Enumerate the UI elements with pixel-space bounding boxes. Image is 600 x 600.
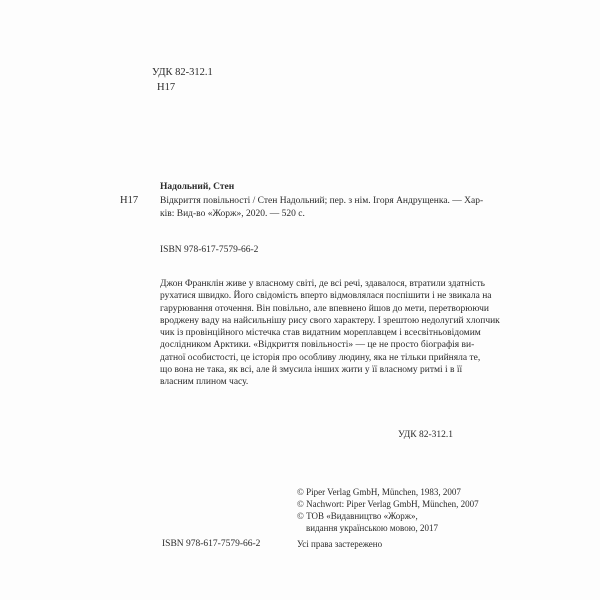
copyright-line-2: © Nachwort: Piper Verlag GmbH, München, 2007 — [297, 499, 479, 509]
abstract-line: рухатися швидко. Його свідомість вперто відмовлялася поспішити і не звикала на — [160, 291, 492, 302]
isbn-top: ISBN 978-617-7579-66-2 — [160, 245, 259, 255]
biblio-line-1: Відкриття повільності / Стен Надольний; пер. з нім. Ігоря Андрущенка. — Хар- — [160, 196, 484, 206]
top-udk: УДК 82-312.1 — [152, 67, 213, 78]
biblio-line-2: ків: Вид-во «Жорж», 2020. — 520 с. — [160, 209, 305, 219]
author-code: Н17 — [120, 195, 139, 206]
abstract-line: що вона не така, як всі, але й змусила інших жити у її власному ритмі і в її — [160, 365, 463, 376]
abstract-line: датної особистості, це історія про особливу людину, яка не тільки прийняла те, — [160, 352, 481, 363]
abstract-line: вроджену ваду на найсильнішу рису свого характеру. І зрештою недолугий хлопчик — [160, 315, 500, 326]
copyright-line-4: видання українською мовою, 2017 — [306, 523, 438, 533]
copyright-line-1: © Piper Verlag GmbH, München, 1983, 2007 — [297, 487, 461, 497]
abstract-line: власним плином часу. — [160, 377, 249, 388]
abstract-paragraph — [160, 278, 500, 389]
abstract-line: Джон Франклін живе у власному світі, де всі речі, здавалося, втратили здатність — [160, 279, 485, 289]
abstract-line: гарурювання оточення. Він повільно, але впевнено йшов до мети, перетворюючи — [160, 303, 489, 314]
author-name: Надольний, Стен — [160, 182, 235, 192]
rights-reserved: Усі права застережено — [297, 539, 383, 549]
abstract-line: дослідником Арктики. «Відкриття повільності» — це не просто біографія ви- — [160, 340, 475, 351]
isbn-bottom: ISBN 978-617-7579-66-2 — [162, 539, 261, 549]
abstract-line: чик із провінційного містечка став видатним мореплавцем і всесвітньовідомим — [160, 328, 481, 339]
bottom-udk: УДК 82-312.1 — [398, 430, 453, 440]
copyright-line-3: © ТОВ «Видавництво «Жорж», — [297, 511, 418, 521]
top-author-code: Н17 — [157, 82, 176, 93]
